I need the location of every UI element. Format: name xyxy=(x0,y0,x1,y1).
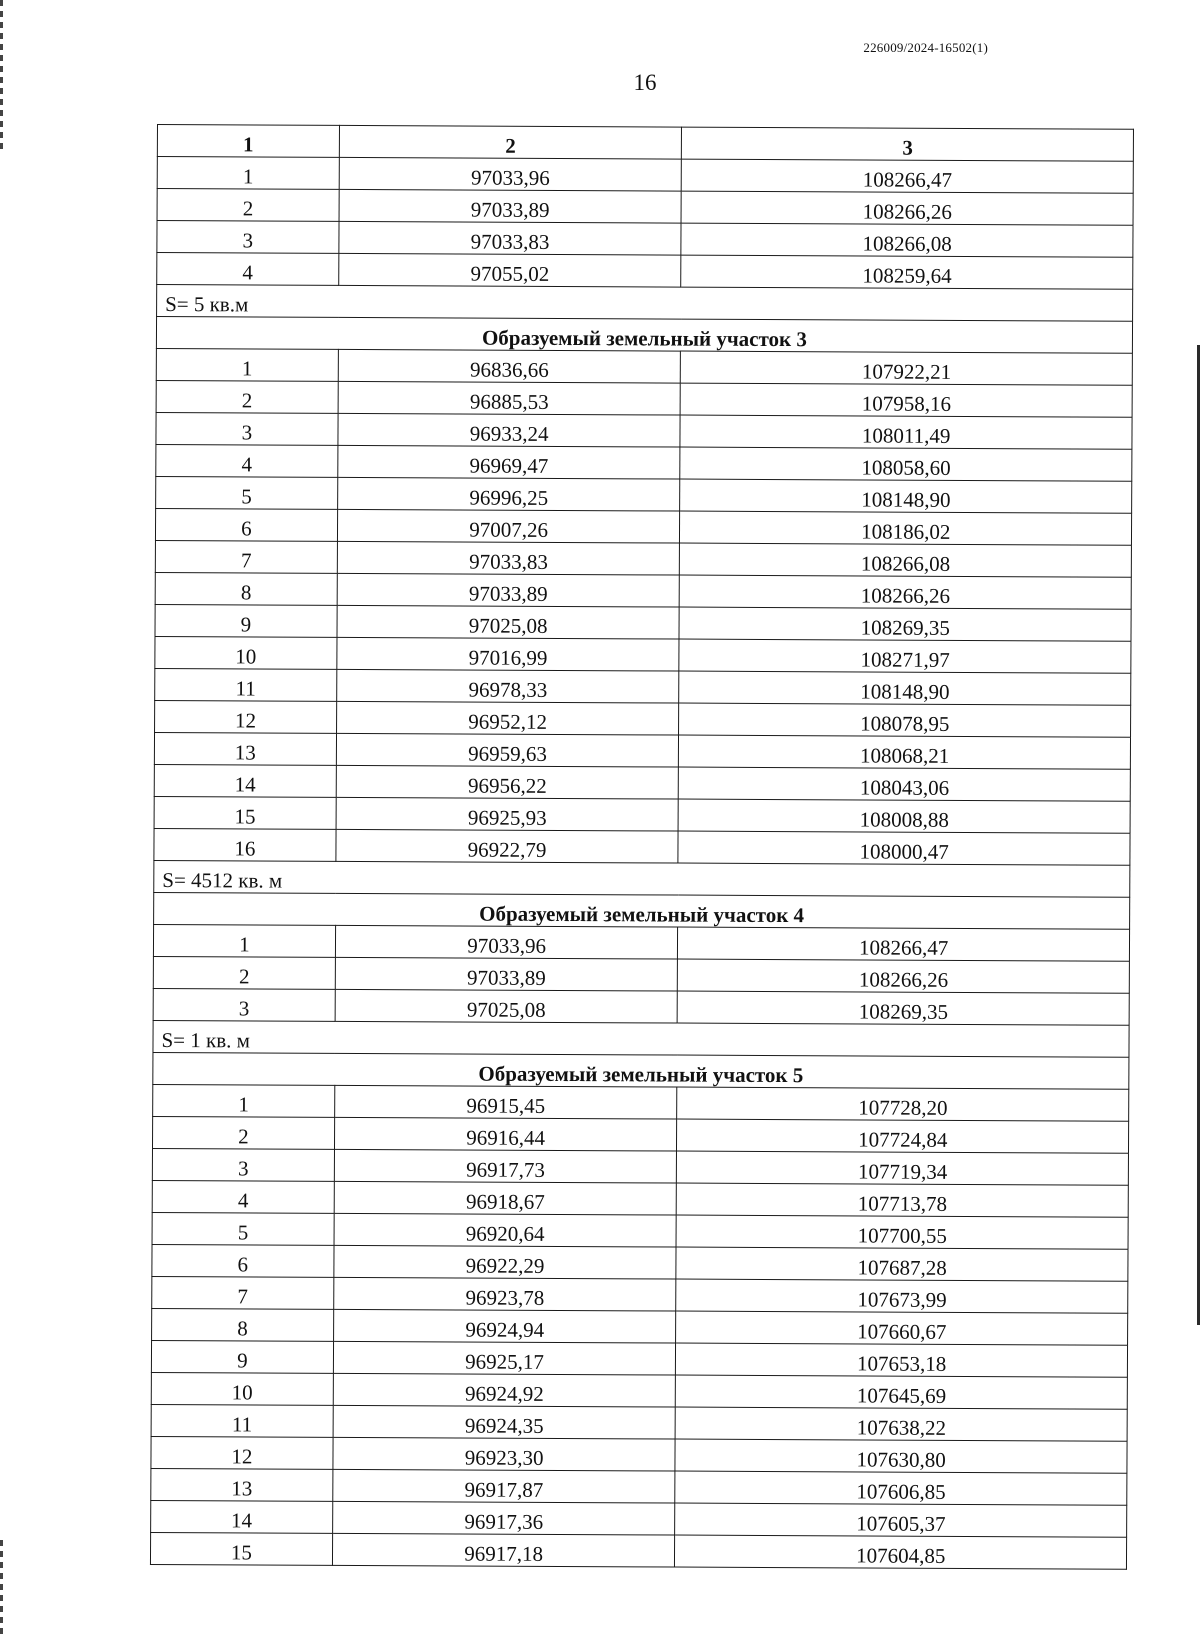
point-number-cell: 3 xyxy=(156,412,338,445)
point-number-cell: 10 xyxy=(151,1372,333,1405)
table-row xyxy=(152,1148,1128,1185)
point-number-cell: 9 xyxy=(155,604,337,637)
point-number-cell: 11 xyxy=(151,1404,333,1437)
point-number-cell: 1 xyxy=(156,348,338,381)
y-coordinate-cell: 108011,49 xyxy=(680,415,1132,449)
point-number-cell: 9 xyxy=(151,1340,333,1373)
y-coordinate-cell: 108271,97 xyxy=(679,639,1131,673)
y-coordinate-cell: 108148,90 xyxy=(680,479,1132,513)
table-row xyxy=(156,476,1132,513)
point-number-cell: 13 xyxy=(154,732,336,765)
y-coordinate-cell: 108269,35 xyxy=(679,607,1131,641)
y-coordinate-cell: 107922,21 xyxy=(681,351,1133,385)
area-row xyxy=(157,285,1133,322)
x-coordinate-cell: 97025,08 xyxy=(337,605,680,639)
point-number-cell: 6 xyxy=(152,1244,334,1277)
x-coordinate-cell: 96924,94 xyxy=(333,1309,676,1343)
table-row xyxy=(152,1180,1128,1217)
point-number-cell: 12 xyxy=(151,1436,333,1469)
table-row xyxy=(157,221,1133,258)
point-number-cell: 12 xyxy=(155,700,337,733)
table-row xyxy=(155,636,1131,673)
x-coordinate-cell: 96917,87 xyxy=(333,1469,676,1503)
table-row xyxy=(155,604,1131,641)
y-coordinate-cell: 107605,37 xyxy=(675,1503,1127,1537)
x-coordinate-cell: 97025,08 xyxy=(335,989,678,1023)
x-coordinate-cell: 96918,67 xyxy=(334,1181,677,1215)
column-header: 2 xyxy=(339,125,682,159)
point-number-cell: 4 xyxy=(152,1180,334,1213)
area-value: S= 5 кв.м xyxy=(157,285,1133,322)
table-row xyxy=(157,189,1133,226)
y-coordinate-cell: 107687,28 xyxy=(676,1247,1128,1281)
table-row xyxy=(151,1468,1127,1505)
x-coordinate-cell: 97033,96 xyxy=(339,157,682,191)
table-row xyxy=(151,1404,1127,1441)
y-coordinate-cell: 107958,16 xyxy=(681,383,1133,417)
section-title-row xyxy=(154,892,1130,929)
point-number-cell: 4 xyxy=(157,253,339,286)
area-row xyxy=(154,860,1130,897)
point-number-cell: 14 xyxy=(154,764,336,797)
table-row xyxy=(157,253,1133,290)
table-row xyxy=(152,1308,1128,1345)
point-number-cell: 2 xyxy=(156,380,338,413)
column-header: 3 xyxy=(682,127,1134,161)
table-row xyxy=(155,668,1131,705)
table-row xyxy=(157,157,1133,194)
x-coordinate-cell: 96933,24 xyxy=(338,413,681,447)
x-coordinate-cell: 96978,33 xyxy=(336,669,679,703)
point-number-cell: 8 xyxy=(152,1308,334,1341)
x-coordinate-cell: 96836,66 xyxy=(338,349,681,383)
point-number-cell: 3 xyxy=(153,988,335,1021)
table-row xyxy=(154,828,1130,865)
point-number-cell: 1 xyxy=(153,1084,335,1117)
y-coordinate-cell: 108266,08 xyxy=(681,223,1133,257)
table-row xyxy=(155,572,1131,609)
y-coordinate-cell: 107724,84 xyxy=(677,1119,1129,1153)
point-number-cell: 2 xyxy=(157,189,339,222)
table-row xyxy=(153,924,1129,961)
x-coordinate-cell: 96925,93 xyxy=(336,797,679,831)
x-coordinate-cell: 96917,73 xyxy=(334,1149,677,1183)
y-coordinate-cell: 108266,26 xyxy=(681,191,1133,225)
y-coordinate-cell: 107660,67 xyxy=(676,1311,1128,1345)
x-coordinate-cell: 97007,26 xyxy=(337,509,680,543)
table-row xyxy=(152,1244,1128,1281)
section-title: Образуемый земельный участок 3 xyxy=(156,317,1132,354)
section-title-row xyxy=(153,1052,1129,1089)
table-row xyxy=(151,1436,1127,1473)
page-number: 16 xyxy=(633,70,657,95)
table-row xyxy=(155,700,1131,737)
table-row xyxy=(153,1084,1129,1121)
y-coordinate-cell: 107645,69 xyxy=(676,1375,1128,1409)
column-header: 1 xyxy=(157,125,339,158)
point-number-cell: 13 xyxy=(151,1468,333,1501)
y-coordinate-cell: 108266,08 xyxy=(680,543,1132,577)
point-number-cell: 11 xyxy=(155,668,337,701)
x-coordinate-cell: 96956,22 xyxy=(336,765,679,799)
y-coordinate-cell: 107700,55 xyxy=(676,1215,1128,1249)
x-coordinate-cell: 96915,45 xyxy=(334,1085,677,1119)
section-title-row xyxy=(156,317,1132,354)
x-coordinate-cell: 96959,63 xyxy=(336,733,679,767)
point-number-cell: 2 xyxy=(153,956,335,989)
y-coordinate-cell: 108043,06 xyxy=(679,767,1131,801)
y-coordinate-cell: 107719,34 xyxy=(677,1151,1129,1185)
table-row xyxy=(155,540,1131,577)
point-number-cell: 7 xyxy=(155,540,337,573)
y-coordinate-cell: 108266,26 xyxy=(680,575,1132,609)
x-coordinate-cell: 96924,92 xyxy=(333,1373,676,1407)
table-row xyxy=(156,412,1132,449)
table-row xyxy=(151,1372,1127,1409)
x-coordinate-cell: 97016,99 xyxy=(337,637,680,671)
table-row xyxy=(156,444,1132,481)
table-row xyxy=(152,1116,1128,1153)
point-number-cell: 5 xyxy=(152,1212,334,1245)
y-coordinate-cell: 108148,90 xyxy=(679,671,1131,705)
x-coordinate-cell: 96952,12 xyxy=(336,701,679,735)
y-coordinate-cell: 107713,78 xyxy=(677,1183,1129,1217)
y-coordinate-cell: 108266,47 xyxy=(682,159,1134,193)
point-number-cell: 1 xyxy=(157,157,339,190)
y-coordinate-cell: 107653,18 xyxy=(676,1343,1128,1377)
point-number-cell: 1 xyxy=(153,924,335,957)
table-row xyxy=(155,508,1131,545)
point-number-cell: 8 xyxy=(155,572,337,605)
y-coordinate-cell: 107728,20 xyxy=(677,1087,1129,1121)
table-row xyxy=(152,1212,1128,1249)
point-number-cell: 6 xyxy=(155,508,337,541)
point-number-cell: 3 xyxy=(152,1148,334,1181)
x-coordinate-cell: 96996,25 xyxy=(337,477,680,511)
table-row xyxy=(154,764,1130,801)
x-coordinate-cell: 96922,29 xyxy=(334,1245,677,1279)
x-coordinate-cell: 96922,79 xyxy=(336,829,679,863)
x-coordinate-cell: 97033,83 xyxy=(339,221,682,255)
scan-edge-mark xyxy=(0,1540,3,1635)
x-coordinate-cell: 96923,78 xyxy=(334,1277,677,1311)
x-coordinate-cell: 96916,44 xyxy=(334,1117,677,1151)
y-coordinate-cell: 108078,95 xyxy=(679,703,1131,737)
coordinates-table xyxy=(150,124,1134,1570)
point-number-cell: 15 xyxy=(154,796,336,829)
table-row xyxy=(156,348,1132,385)
x-coordinate-cell: 97033,83 xyxy=(337,541,680,575)
x-coordinate-cell: 97033,96 xyxy=(335,925,678,959)
table-row xyxy=(156,380,1132,417)
table-header-row xyxy=(157,125,1133,162)
y-coordinate-cell: 108266,26 xyxy=(678,959,1130,993)
point-number-cell: 10 xyxy=(155,636,337,669)
point-number-cell: 15 xyxy=(150,1532,332,1565)
y-coordinate-cell: 108269,35 xyxy=(678,991,1130,1025)
y-coordinate-cell: 107606,85 xyxy=(675,1471,1127,1505)
x-coordinate-cell: 96923,30 xyxy=(333,1437,676,1471)
y-coordinate-cell: 107630,80 xyxy=(675,1439,1127,1473)
x-coordinate-cell: 96925,17 xyxy=(333,1341,676,1375)
x-coordinate-cell: 96920,64 xyxy=(334,1213,677,1247)
table-row xyxy=(153,956,1129,993)
area-value: S= 4512 кв. м xyxy=(154,860,1130,897)
y-coordinate-cell: 108068,21 xyxy=(679,735,1131,769)
x-coordinate-cell: 97033,89 xyxy=(335,957,678,991)
table-row xyxy=(152,1276,1128,1313)
y-coordinate-cell: 107673,99 xyxy=(676,1279,1128,1313)
x-coordinate-cell: 96885,53 xyxy=(338,381,681,415)
y-coordinate-cell: 108000,47 xyxy=(678,831,1130,865)
point-number-cell: 7 xyxy=(152,1276,334,1309)
point-number-cell: 2 xyxy=(152,1116,334,1149)
y-coordinate-cell: 108266,47 xyxy=(678,927,1130,961)
document-reference-number: 226009/2024-16502(1) xyxy=(863,40,988,55)
point-number-cell: 4 xyxy=(156,444,338,477)
table-row xyxy=(154,796,1130,833)
y-coordinate-cell: 108186,02 xyxy=(680,511,1132,545)
table-row xyxy=(150,1532,1126,1569)
y-coordinate-cell: 108008,88 xyxy=(679,799,1131,833)
x-coordinate-cell: 97033,89 xyxy=(337,573,680,607)
y-coordinate-cell: 108259,64 xyxy=(681,255,1133,289)
table-row xyxy=(151,1500,1127,1537)
point-number-cell: 3 xyxy=(157,221,339,254)
x-coordinate-cell: 96917,36 xyxy=(332,1501,675,1535)
x-coordinate-cell: 96924,35 xyxy=(333,1405,676,1439)
y-coordinate-cell: 108058,60 xyxy=(680,447,1132,481)
x-coordinate-cell: 97033,89 xyxy=(339,189,682,223)
point-number-cell: 14 xyxy=(151,1500,333,1533)
area-value: S= 1 кв. м xyxy=(153,1020,1129,1057)
section-title: Образуемый земельный участок 5 xyxy=(153,1052,1129,1089)
table-row xyxy=(154,732,1130,769)
table-row xyxy=(153,988,1129,1025)
x-coordinate-cell: 96969,47 xyxy=(338,445,681,479)
y-coordinate-cell: 107604,85 xyxy=(675,1535,1127,1569)
table-row xyxy=(151,1340,1127,1377)
point-number-cell: 16 xyxy=(154,828,336,861)
section-title: Образуемый земельный участок 4 xyxy=(154,892,1130,929)
x-coordinate-cell: 96917,18 xyxy=(332,1533,675,1567)
y-coordinate-cell: 107638,22 xyxy=(676,1407,1128,1441)
point-number-cell: 5 xyxy=(156,476,338,509)
x-coordinate-cell: 97055,02 xyxy=(339,253,682,287)
area-row xyxy=(153,1020,1129,1057)
